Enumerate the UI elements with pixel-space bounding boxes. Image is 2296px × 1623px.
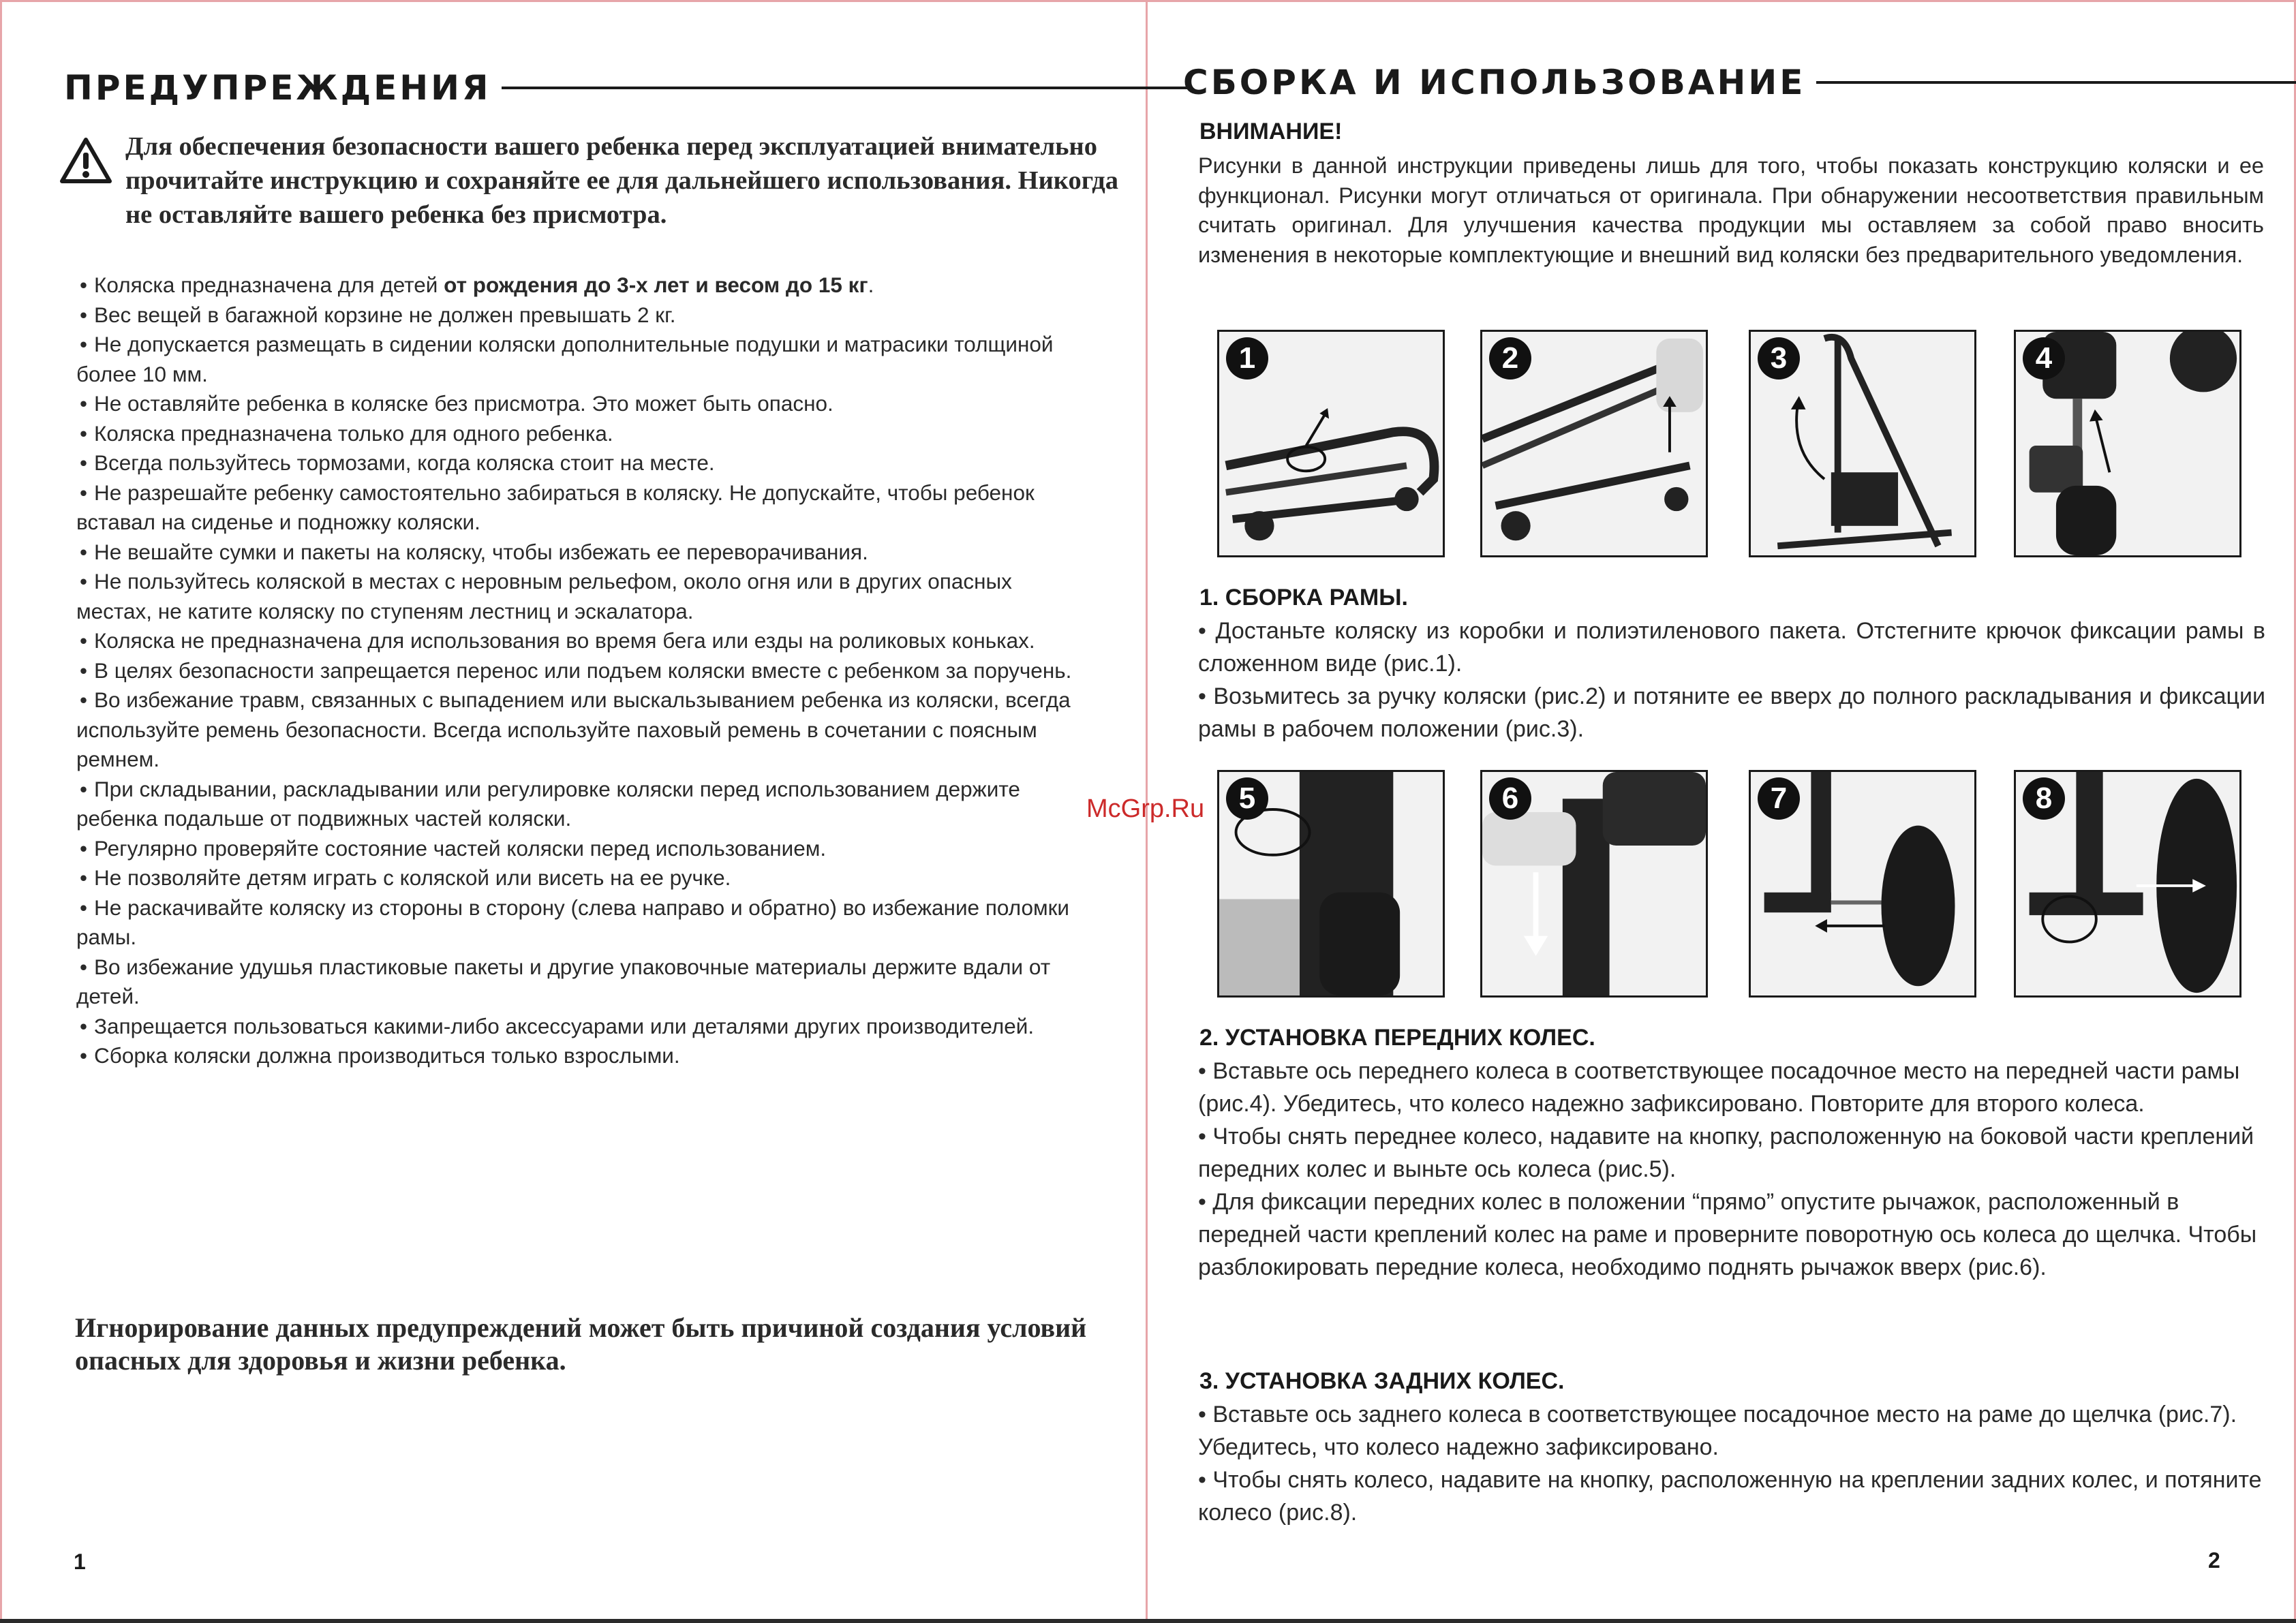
- figure-number-badge: 2: [1489, 337, 1531, 380]
- rule-item: • Не позволяйте детям играть с коляской или висеть на ее ручке.: [80, 865, 731, 890]
- step1-item: • Возьмитесь за ручку коляски (рис.2) и потяните ее вверх до полного раскладывания и фиксации рамы в рабочем положении (рис.3).: [1198, 683, 2265, 742]
- figure-3: [1749, 330, 1976, 557]
- step1-item: • Достаньте коляску из коробки и полиэтиленового пакета. Отстегните крючок фиксации рамы в сложенном виде (рис.1).: [1198, 618, 2265, 677]
- step2-text: [1198, 1055, 2265, 1284]
- watermark: McGrp.Ru: [1086, 794, 1205, 823]
- assembly-title: СБОРКА И ИСПОЛЬЗОВАНИЕ: [1183, 63, 1806, 102]
- figure-number-badge: 8: [2023, 777, 2065, 820]
- figure-7: [1749, 770, 1976, 998]
- figure-number-badge: 1: [1226, 337, 1268, 380]
- rules-list: [76, 270, 1092, 1071]
- figure-1: [1217, 330, 1445, 557]
- step1-title: 1. СБОРКА РАМЫ.: [1199, 585, 1408, 610]
- step1-text: [1198, 615, 2265, 745]
- intro-warning-text: Для обеспечения безопасности вашего ребенка перед эксплуатацией внимательно прочитайте инструкцию и сохраняйте ее для дальнейшего использования. Никогда не оставляйте вашего ребенка без присмотра.: [125, 132, 1119, 229]
- rule-item: • Запрещается пользоваться какими-либо аксессуарами или деталями других производителей.: [80, 1013, 1035, 1038]
- rule-item: • Во избежание травм, связанных с выпадением или выскальзыванием ребенка из коляски, всегда используйте ремень безопасности. Всегда используйте паховый ремень в сочетании с поясным ремнем.: [76, 687, 1071, 771]
- warnings-title-block: [64, 68, 1191, 108]
- page-border-top: [0, 0, 2296, 2]
- figure-number-badge: 3: [1758, 337, 1800, 380]
- step2-item: • Вставьте ось переднего колеса в соответствующее посадочное место на передней части рамы (рис.4). Убедитесь, что колесо надежно зафиксировано. Повторите для второго колеса.: [1198, 1058, 2240, 1117]
- attention-title: ВНИМАНИЕ!: [1199, 119, 1343, 144]
- rule-item: • Коляска не предназначена для использования во время бега или езды на роликовых коньках.: [80, 628, 1035, 653]
- rule-item: • Не допускается размещать в сидении коляски дополнительные подушки и матрасики толщиной более 10 мм.: [76, 332, 1054, 386]
- attention-text: Рисунки в данной инструкции приведены лишь для того, чтобы показать конструкцию коляски и ее функционал. Рисунки могут отличаться от оригинала. При обнаружении несоответствия правильным считать оригинал. Для улучшения качества продукции мы оставляем за собой право вносить изменения в некоторые комплектующие и внешний вид коляски без предварительного уведомления.: [1198, 153, 2264, 267]
- rule-item: • Не разрешайте ребенку самостоятельно забираться в коляску. Не допускайте, чтобы ребенок вставал на сиденье и подножку коляски.: [76, 480, 1035, 534]
- rule-item: • Коляска предназначена только для одного ребенка.: [80, 420, 613, 446]
- rule-item: • Не вешайте сумки и пакеты на коляску, чтобы избежать ее переворачивания.: [80, 539, 868, 564]
- figure-6: [1480, 770, 1708, 998]
- step3-item: • Вставьте ось заднего колеса в соответствующее посадочное место на раме до щелчка (рис.7). Убедитесь, что колесо надежно зафиксировано.: [1198, 1402, 2237, 1460]
- warning-triangle-icon: [59, 136, 113, 232]
- assembly-title-rule: [1816, 81, 2296, 84]
- rule-item: • Регулярно проверяйте состояние частей коляски перед использованием.: [80, 835, 827, 861]
- figure-number-badge: 4: [2023, 337, 2065, 380]
- rule-item: • Коляска предназначена для детей от рождения до 3-х лет и весом до 15 кг.: [80, 273, 874, 297]
- final-warning: Игнорирование данных предупреждений может быть причиной создания условий опасных для здоровья и жизни ребенка.: [75, 1312, 1087, 1376]
- figure-number-badge: 7: [1758, 777, 1800, 820]
- rule-item: • Не раскачивайте коляску из стороны в сторону (слева направо и обратно) во избежание поломки рамы.: [76, 895, 1069, 949]
- step3-title: 3. УСТАНОВКА ЗАДНИХ КОЛЕС.: [1199, 1368, 1565, 1394]
- rule-item: • Вес вещей в багажной корзине не должен превышать 2 кг.: [80, 302, 676, 327]
- step2-item: • Для фиксации передних колес в положении “прямо” опустите рычажок, расположенный в передней части креплений колес на раме и проверните поворотную ось колеса до щелчка. Чтобы разблокировать передние колеса, необходимо поднять рычажок вверх (рис.6).: [1198, 1189, 2257, 1280]
- figure-2: [1480, 330, 1708, 557]
- page-number-left: 1: [74, 1549, 86, 1574]
- rule-item: • Не оставляйте ребенка в коляске без присмотра. Это может быть опасно.: [80, 391, 833, 416]
- step2-title: 2. УСТАНОВКА ПЕРЕДНИХ КОЛЕС.: [1199, 1025, 1595, 1051]
- step2-item: • Чтобы снять переднее колесо, надавите на кнопку, расположенную на боковой части креплений передних колес и выньте ось колеса (рис.5).: [1198, 1124, 2254, 1182]
- page-border-left: [0, 0, 2, 1623]
- rule-item: • Сборка коляски должна производиться только взрослыми.: [80, 1043, 680, 1068]
- rule-item: • При складывании, раскладывании или регулировке коляски перед использованием держите ребенка подальше от подвижных частей коляски.: [76, 776, 1020, 831]
- warnings-title-rule: [502, 87, 1191, 89]
- assembly-title-block: [1183, 63, 2296, 102]
- rule-item: • Всегда пользуйтесь тормозами, когда коляска стоит на месте.: [80, 450, 715, 475]
- rule-item: • Во избежание удушья пластиковые пакеты и другие упаковочные материалы держите вдали от детей.: [76, 954, 1051, 1008]
- intro-warning-block: [59, 129, 1142, 232]
- page-border-bottom: [0, 1619, 2296, 1623]
- rule-item: • Не пользуйтесь коляской в местах с неровным рельефом, около огня или в других опасных местах, не катите коляску по ступеням лестниц и эскалатора.: [76, 569, 1012, 623]
- step3-text: [1198, 1398, 2265, 1529]
- figure-4: [2014, 330, 2241, 557]
- warnings-title: ПРЕДУПРЕЖДЕНИЯ: [64, 68, 491, 108]
- step3-item: • Чтобы снять колесо, надавите на кнопку, расположенную на креплении задних колес, и потяните колесо (рис.8).: [1198, 1467, 2262, 1526]
- rule-item: • В целях безопасности запрещается перенос или подъем коляски вместе с ребенком за поручень.: [80, 658, 1072, 683]
- figure-number-badge: 5: [1226, 777, 1268, 820]
- page-number-right: 2: [2208, 1548, 2220, 1573]
- figure-5: [1217, 770, 1445, 998]
- figure-number-badge: 6: [1489, 777, 1531, 820]
- figure-8: [2014, 770, 2241, 998]
